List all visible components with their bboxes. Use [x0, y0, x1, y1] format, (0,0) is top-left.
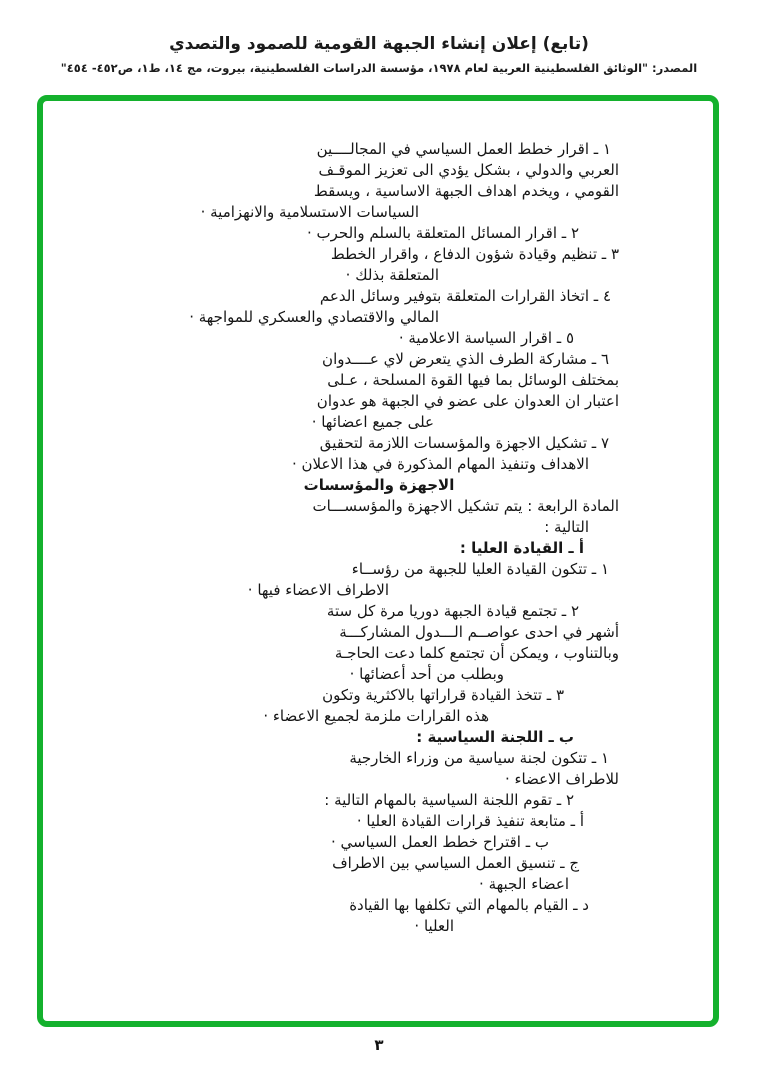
text-line: ٦ ـ مشاركة الطرف الذي يتعرض لاي عــــدوان — [322, 350, 609, 368]
text-line: الاطراف الاعضاء فيها · — [247, 581, 389, 599]
text-line: ٥ ـ اقرار السياسة الاعلامية · — [398, 329, 574, 347]
text-line: ب ـ اقتراح خطط العمل السياسي · — [331, 833, 549, 851]
text-line: العربي والدولي ، بشكل يؤدي الى تعزيز الموقـف — [318, 161, 619, 179]
text-line: للاطراف الاعضاء · — [504, 770, 619, 788]
text-line: د ـ القيام بالمهام التي تكلفها بها القيادة — [349, 896, 589, 914]
document-source-citation: المصدر: "الوثائق الفلسطينية العربية لعام ١٩٧٨، مؤسسة الدراسات الفلسطينية، بيروت، مج ١٤، ط١، ص٤٥٢- ٤٥٤" — [60, 61, 698, 75]
text-line: ج ـ تنسيق العمل السياسي بين الاطراف — [332, 854, 579, 872]
text-line: هذه القرارات ملزمة لجميع الاعضاء · — [263, 707, 489, 725]
text-line: ١ ـ تتكون لجنة سياسية من وزراء الخارجية — [349, 749, 609, 767]
text-line: ١ ـ اقرار خطط العمل السياسي في المجالــــين — [316, 140, 611, 158]
green-border-frame — [37, 95, 719, 1027]
text-line: أ ـ متابعة تنفيذ قرارات القيادة العليا · — [356, 812, 584, 830]
text-line: اعضاء الجبهة · — [479, 875, 569, 893]
subsection-heading-supreme-command: أ ـ القيادة العليا : — [459, 539, 584, 557]
page-number: ٣ — [374, 1036, 384, 1054]
text-line: السياسات الاستسلامية والانهزامية · — [200, 203, 419, 221]
text-line: القومي ، ويخدم اهداف الجبهة الاساسية ، ويسقط — [313, 182, 619, 200]
text-line: ٢ ـ تجتمع قيادة الجبهة دوريا مرة كل ستة — [326, 602, 579, 620]
text-line: على جميع اعضائها · — [311, 413, 434, 431]
text-line: بمختلف الوسائل بما فيها القوة المسلحة ، عـلى — [327, 371, 619, 389]
text-line: وبطلب من أحد أعضائها · — [349, 665, 504, 683]
page-header — [0, 34, 758, 75]
document-body — [139, 139, 619, 937]
text-line: اعتبار ان العدوان على عضو في الجبهة هو عدوان — [316, 392, 619, 410]
text-line: ٣ ـ تتخذ القيادة قراراتها بالاكثرية وتكون — [322, 686, 564, 704]
text-line: ١ ـ تتكون القيادة العليا للجبهة من رؤســاء — [351, 560, 609, 578]
text-line: ٢ ـ تقوم اللجنة السياسية بالمهام التالية : — [324, 791, 574, 809]
section-heading-organs-institutions: الاجهزة والمؤسسات — [303, 476, 455, 494]
document-title: (تابع) إعلان إنشاء الجبهة القومية للصمود والتصدي — [169, 34, 589, 54]
text-line: أشهر في احدى عواصــم الـــدول المشاركـــة — [339, 623, 619, 641]
text-line: العليا · — [414, 917, 454, 935]
text-line: ٣ ـ تنظيم وقيادة شؤون الدفاع ، واقرار الخطط — [330, 245, 619, 263]
text-line: ٤ ـ اتخاذ القرارات المتعلقة بتوفير وسائل الدعم — [319, 287, 611, 305]
text-line: ٢ ـ اقرار المسائل المتعلقة بالسلم والحرب · — [307, 224, 579, 242]
text-line: المتعلقة بذلك · — [345, 266, 439, 284]
text-line: التالية : — [544, 518, 589, 536]
text-line: ٧ ـ تشكيل الاجهزة والمؤسسات اللازمة لتحقيق — [319, 434, 609, 452]
text-line: وبالتناوب ، ويمكن أن تجتمع كلما دعت الحاجـة — [334, 644, 619, 662]
text-line: المالي والاقتصادي والعسكري للمواجهة · — [189, 308, 439, 326]
subsection-heading-political-committee: ب ـ اللجنة السياسية : — [416, 728, 574, 746]
text-line: المادة الرابعة : يتم تشكيل الاجهزة والمؤسســـات — [312, 497, 619, 515]
text-line: الاهداف وتنفيذ المهام المذكورة في هذا الاعلان · — [291, 455, 589, 473]
